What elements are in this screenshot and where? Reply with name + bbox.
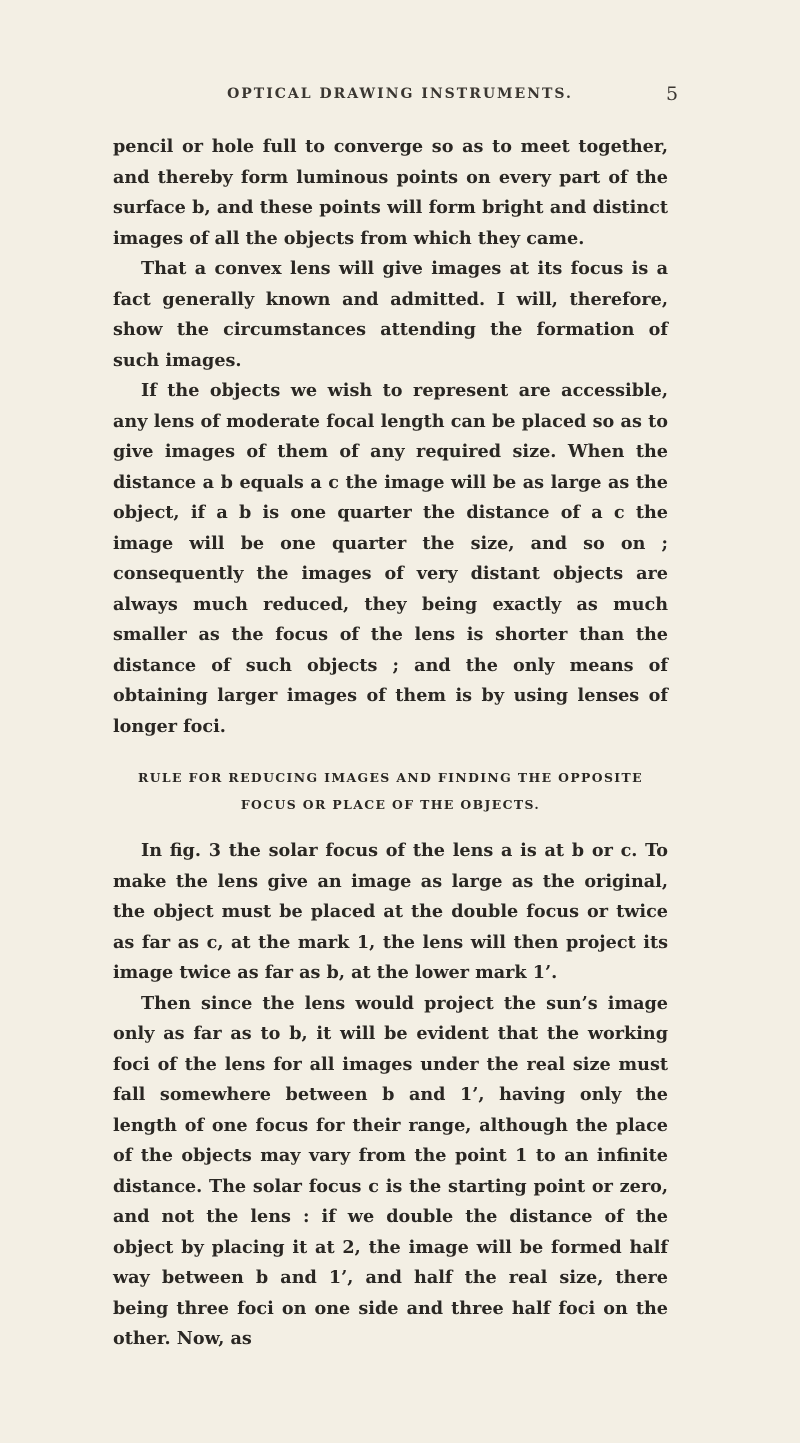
- paragraph: Then since the lens would project the sun’s image only as far as to b, it will be evident that the working foci of the lens for all images under the real size must fall somewhere between b and 1’, having only the length of one focus for their range, although the place of the objects may vary from the point 1 to an infinite distance. The solar focus c is the starting point or zero, and not the lens : if we double the distance of the object by placing it at 2, the image will be formed half way between b and 1’, and half the real size, there being three foci on one side and three half foci on the other. Now, as: [113, 992, 668, 1349]
- section-heading-line: FOCUS OR PLACE OF THE OBJECTS.: [240, 797, 541, 812]
- paragraph: That a convex lens will give images at its focus is a fact generally known and admitted. I will, therefore, show the circumstances attending the formation of such images.: [113, 258, 668, 371]
- paragraph: If the objects we wish to represent are accessible, any lens of moderate focal length can be placed so as to give images of them of any required size. When the distance a b equals a c the image will be as large as the object, if a b is one quarter the distance of a c the image will be one quarter the size, and so on ; consequently the images of very distant objects are always much reduced, they being exactly as much smaller as the focus of the lens is shorter than the distance of such objects ; and the only means of obtaining larger images of them is by using lenses of longer foci.: [113, 380, 668, 737]
- running-title: OPTICAL DRAWING INSTRUMENTS.: [227, 86, 573, 102]
- section-heading-line: RULE FOR REDUCING IMAGES AND FINDING THE OPPOSITE: [138, 770, 643, 785]
- section-heading: [113, 764, 668, 818]
- body-text: [113, 132, 668, 1355]
- page-number: 5: [666, 83, 679, 105]
- paragraph: In fig. 3 the solar focus of the lens a is at b or c. To make the lens give an image as large as the original, the object must be placed at the double focus or twice as far as c, at the mark 1, the lens will then project its image twice as far as b, at the lower mark 1’.: [113, 840, 668, 983]
- paragraph: pencil or hole full to converge so as to meet together, and thereby form luminous points on every part of the surface b, and these points will form bright and distinct images of all the objects from which they came.: [113, 136, 668, 249]
- running-head: [0, 83, 800, 112]
